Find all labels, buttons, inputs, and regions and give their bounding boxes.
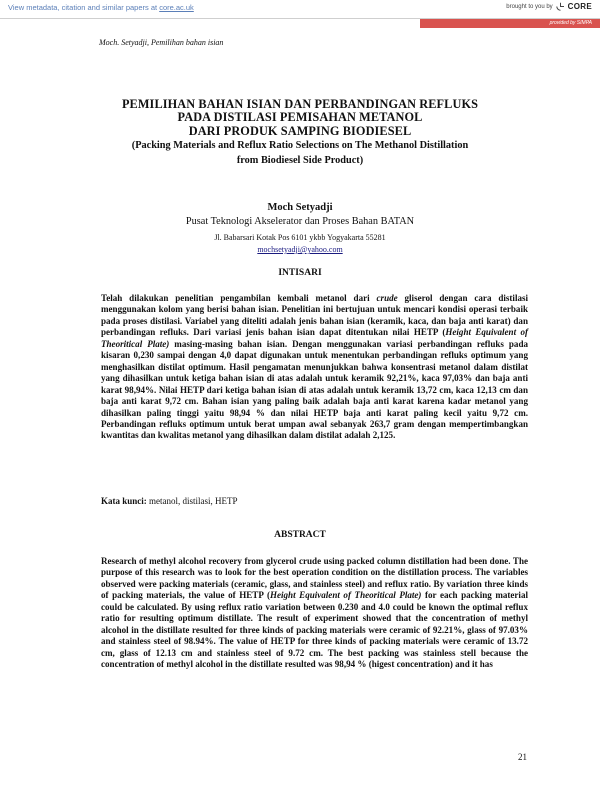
author-affiliation: Pusat Teknologi Akselerator dan Proses Bahan BATAN bbox=[185, 216, 415, 227]
core-ac-uk-link[interactable]: core.ac.uk bbox=[159, 3, 194, 12]
title-line-3: DARI PRODUK SAMPING BIODIESEL bbox=[188, 123, 412, 138]
subtitle-line-1: (Packing Materials and Reflux Ratio Selections on The Methanol Distillation bbox=[131, 140, 469, 152]
abstract-body bbox=[101, 556, 528, 671]
abstract-text-1: Research of methyl alcohol recovery from glycerol crude using packed column distillation had been done. The purpose of this research was to look for the best operation condition on the distillation process. The variables observed were packing materials (ceramic, glass, and stainless steel) and reflux ratio. By variation three kinds of packing materials, the value of HETP ( bbox=[101, 556, 528, 601]
keywords bbox=[101, 496, 528, 506]
author-address: Jl. Babarsari Kotak Pos 6101 ykbb Yogyakarta 55281 bbox=[214, 233, 386, 242]
intisari-text-3: masing-masing bahan isian. Dengan menggunakan variasi perbandingan refluks pada kisaran 0,230 sampai dengan 4,0 dapat digunakan untuk menentukan perbandingan refluks optimum yang menghasilkan distilat optimum. Hasil pengamatan menunjukkan bahwa konsentrasi metanol dalam distilat yang dihasilkan untuk ketiga bahan isian di atas adalah untuk keramik 92,21%, kaca 97,03% dan baja anti karat 98,94%. Nilai HETP dari ketiga bahan isian di atas adalah untuk keramik 13,72 cm, kaca 12,13 cm dan baja anti karat 9,72 cm. Bahan isian yang paling baik adalah baja anti karat karena kadar metanol yang dihasilkan paling tinggi yaitu 98,94 % dan nilai HETP baja anti karat paling kecil yaitu 9,72 cm. Perbandingan refluks optimum untuk berat umpan awal sebanyak 263,7 gram dengan mempertimbangkan kwantitas dan kwalitas metanol yang dihasilkan dalam distilat adalah 2,125. bbox=[101, 338, 529, 441]
metadata-link[interactable] bbox=[8, 3, 194, 12]
intisari-body bbox=[101, 293, 528, 442]
keywords-value: metanol, distilasi, HETP bbox=[146, 496, 238, 506]
title-line-2: PADA DISTILASI PEMISAHAN METANOL bbox=[177, 110, 423, 125]
core-logo-icon bbox=[556, 2, 565, 11]
intisari-heading: INTISARI bbox=[278, 268, 322, 278]
intisari-text-1: Telah dilakukan penelitian pengambilan kembali metanol dari bbox=[101, 293, 377, 303]
abstract-heading: ABSTRACT bbox=[274, 530, 326, 540]
provided-by-strip[interactable]: provided by SIMPA bbox=[420, 19, 600, 28]
metadata-link-text: View metadata, citation and similar papers at bbox=[8, 3, 160, 12]
intisari-text-crude: crude bbox=[376, 293, 398, 303]
keywords-label: Kata kunci: bbox=[101, 496, 147, 506]
brought-to-you-text: brought to you by bbox=[506, 3, 553, 10]
subtitle-block bbox=[80, 139, 520, 168]
core-banner bbox=[0, 0, 600, 19]
author-name: Moch Setyadji bbox=[267, 202, 333, 213]
abstract-text-hetp: Height Equivalent of Theoritical Plate) bbox=[269, 590, 422, 601]
title-block bbox=[80, 98, 520, 168]
title-line-1: PEMILIHAN BAHAN ISIAN DAN PERBANDINGAN REFLUKS bbox=[121, 97, 479, 111]
running-head: Moch. Setyadji, Pemilihan bahan isian bbox=[99, 38, 224, 47]
author-email-link[interactable]: mochsetyadji@yahoo.com bbox=[257, 245, 343, 254]
core-logo-text: CORE bbox=[567, 2, 592, 11]
page-number: 21 bbox=[518, 752, 527, 762]
intisari-text-2: gliserol dengan cara distilasi menggunakan kolom yang berisi bahan isian. Penelitian ini bertujuan untuk mencari kondisi operasi terbaik pada proses distilasi. Variabel yang diteliti adalah jenis bahan isian (keramik, kaca, dan baja anti karat) dan perbandingan refluks. Dari variasi jenis bahan isian dapat ditentukan nilai HETP ( bbox=[101, 293, 529, 338]
core-brand[interactable] bbox=[506, 2, 592, 11]
abstract-text-2: for each packing material could be calculated. By using reflux ratio variation between 0.230 and 4.0 could be known the optimal reflux ratio for resulting optimum distillate. The result of experiment showed that the concentration of methyl alcohol in the distillate resulted for three kinds of packing materials were ceramic of 92.21%, glass of 97.03% and stainless steel of 98.94%. The value of HETP for three kinds of packing materials were ceramic of 13.72 cm, glass of 12.13 cm and stainless steel of 9.72 cm. The best packing was stainless stell because the concentration of methyl alcohol in the distillate resulted was 98,94 % (higest concentration) and it has bbox=[101, 590, 528, 670]
author-block bbox=[80, 201, 520, 256]
intisari-text-hetp: Height Equivalent of Theoritical Plate) bbox=[101, 327, 528, 349]
subtitle-line-2: from Biodiesel Side Product) bbox=[236, 154, 364, 166]
